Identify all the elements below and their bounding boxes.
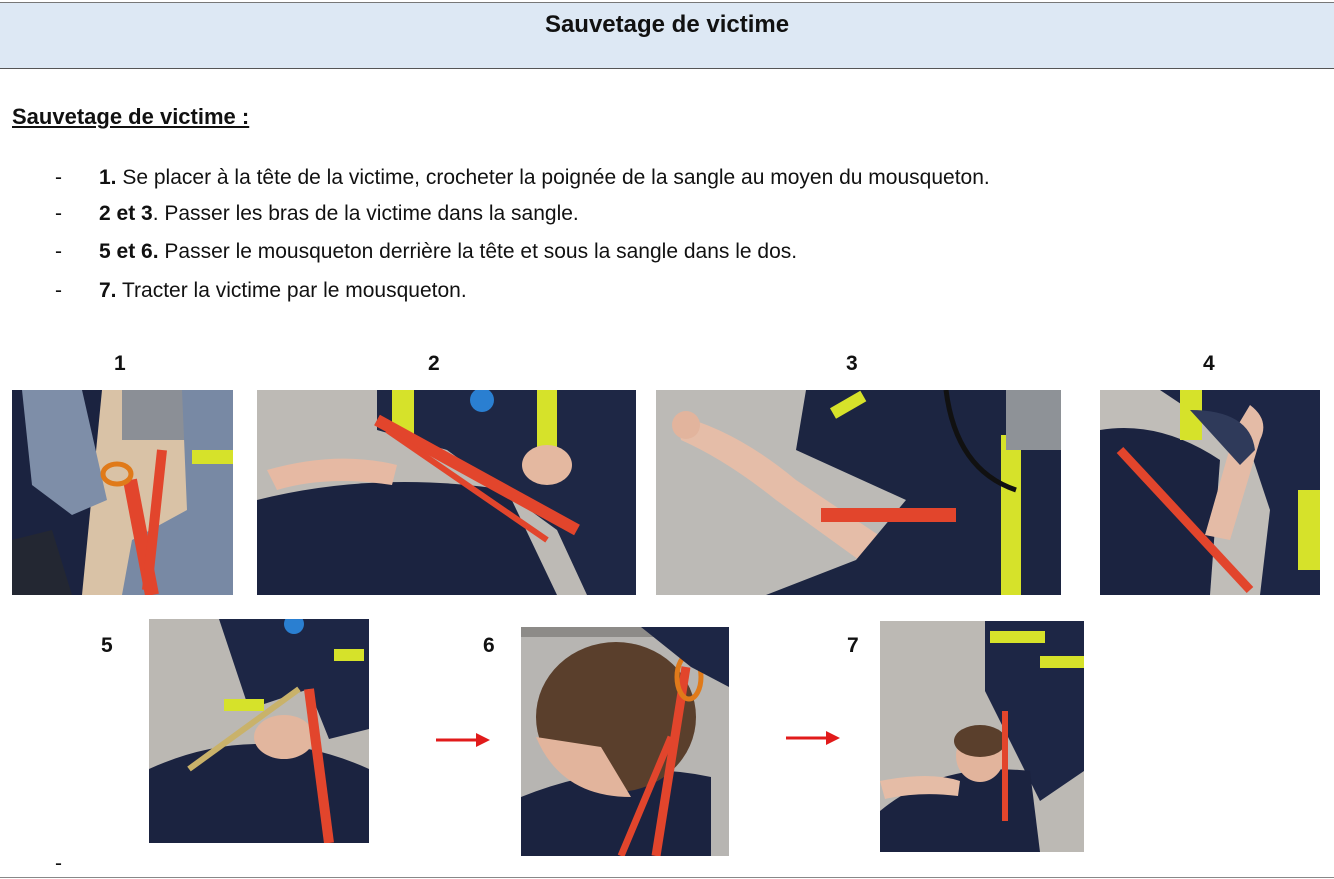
header-bar <box>0 2 1334 69</box>
photo-label-7: 7 <box>847 634 859 657</box>
arrow-right-icon <box>436 731 490 749</box>
arrow-right-icon <box>786 729 840 747</box>
photo-label-2: 2 <box>428 352 440 375</box>
step-text: Tracter la victime par le mousqueton. <box>116 279 467 302</box>
bullet-dash: - <box>55 166 62 189</box>
photo-label-4: 4 <box>1203 352 1215 375</box>
photo-carabiner-behind-head-icon <box>521 627 729 856</box>
photo-arm-through-strap-icon <box>1100 390 1320 595</box>
photo-3 <box>656 390 1061 595</box>
bullet-dash: - <box>55 279 62 302</box>
photo-2 <box>257 390 636 595</box>
bullet-dash: - <box>55 852 62 875</box>
step-number: 1. <box>99 166 117 189</box>
photo-label-3: 3 <box>846 352 858 375</box>
step-text: Se placer à la tête de la victime, crocheter la poignée de la sangle au moyen du mousqueton. <box>116 166 990 189</box>
section-heading: Sauvetage de victime : <box>12 104 250 129</box>
photo-label-5: 5 <box>101 634 113 657</box>
step-number: 2 et 3 <box>99 202 153 225</box>
step-text: Passer le mousqueton derrière la tête et sous la sangle dans le dos. <box>158 240 798 263</box>
photo-arm-through-strap-icon <box>656 390 1061 595</box>
bullet-dash: - <box>55 202 62 225</box>
photo-5 <box>149 619 369 843</box>
photo-label-6: 6 <box>483 634 495 657</box>
step-text: . Passer les bras de la victime dans la sangle. <box>152 202 579 225</box>
photo-6 <box>521 627 729 856</box>
photo-drag-victim-icon <box>880 621 1084 852</box>
page-title: Sauvetage de victime <box>544 11 790 38</box>
photo-carabiner-hook-icon <box>12 390 233 595</box>
step-number: 5 et 6. <box>99 240 159 263</box>
photo-arm-through-strap-icon <box>257 390 636 595</box>
photo-4 <box>1100 390 1320 595</box>
photo-1 <box>12 390 233 595</box>
photo-label-1: 1 <box>114 352 126 375</box>
photo-7 <box>880 621 1084 852</box>
step-number: 7. <box>99 279 117 302</box>
photo-carabiner-behind-head-icon <box>149 619 369 843</box>
bullet-dash: - <box>55 240 62 263</box>
divider <box>0 877 1334 878</box>
